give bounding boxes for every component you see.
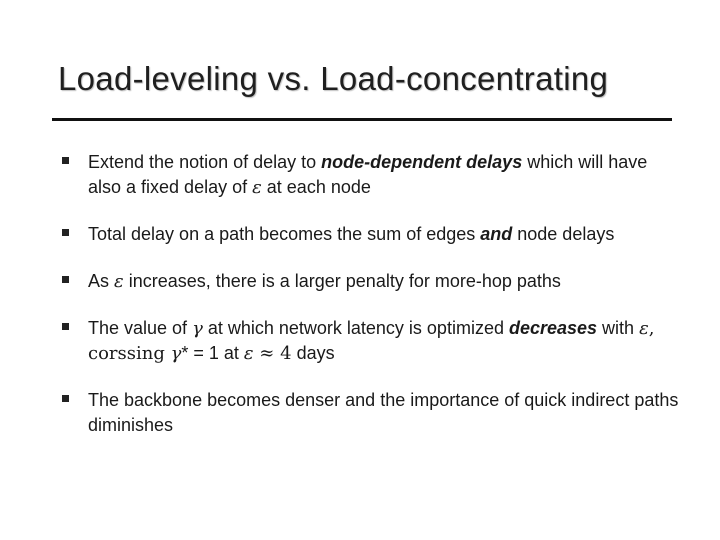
epsilon-symbol: ε [639, 318, 649, 339]
bullet-item [62, 269, 682, 294]
bullet-item [62, 222, 682, 247]
epsilon-symbol: ε [114, 271, 124, 292]
bullet-text: * = 1 at [181, 343, 244, 363]
bullet-text: increases, there is a larger penalty for more-hop paths [123, 271, 561, 291]
bullet-text: Extend the notion of delay to [88, 152, 322, 172]
square-bullet-icon [62, 229, 69, 236]
bullet-item [62, 150, 682, 200]
bullet-text: As [88, 271, 115, 291]
bullet-item [62, 388, 682, 438]
bullet-emphasis: and [480, 224, 513, 244]
title-divider [52, 118, 672, 121]
bullet-list [62, 150, 682, 438]
bullet-text: days [291, 343, 335, 363]
bullet-text: at which network latency is optimized [202, 318, 509, 338]
bullet-emphasis: node-dependent delays [321, 152, 523, 172]
slide-title: Load-leveling vs. Load-concentrating [58, 60, 609, 97]
square-bullet-icon [62, 157, 69, 164]
gamma-symbol: γ [170, 343, 182, 364]
square-bullet-icon [62, 276, 69, 283]
bullet-item [62, 316, 682, 366]
bullet-text: ≈ 4 [253, 343, 292, 364]
square-bullet-icon [62, 323, 69, 330]
bullet-text: The value of [88, 318, 193, 338]
bullet-text: node delays [512, 224, 615, 244]
square-bullet-icon [62, 395, 69, 402]
epsilon-symbol: ε [243, 343, 254, 364]
bullet-text: The backbone becomes denser and the importance of quick indirect paths diminishes [88, 390, 679, 435]
bullet-text: Total delay on a path becomes the sum of edges [88, 224, 481, 244]
gamma-symbol: γ [192, 318, 203, 339]
bullet-text: with [597, 318, 640, 338]
epsilon-symbol: ε [252, 177, 262, 198]
bullet-emphasis: decreases [508, 318, 598, 338]
bullet-text: which will have also a fixed delay of [88, 152, 648, 197]
bullet-text: at each node [261, 177, 371, 197]
bullet-text: , corssing [88, 318, 655, 364]
